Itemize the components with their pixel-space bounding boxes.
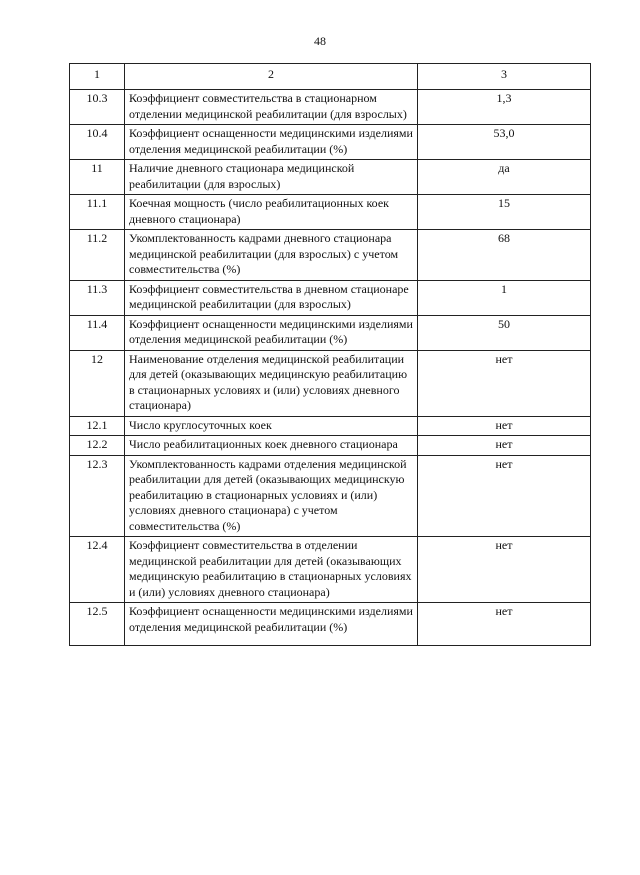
table-header-row: [70, 64, 591, 90]
table-row: [70, 603, 591, 646]
header-col-1: 1: [70, 64, 125, 90]
row-value: да: [418, 160, 591, 195]
table-row: [70, 455, 591, 537]
row-value: 68: [418, 230, 591, 281]
row-value: 1: [418, 280, 591, 315]
row-name: Число реабилитационных коек дневного стационара: [125, 436, 418, 456]
table-row: [70, 537, 591, 603]
row-number: 11.4: [70, 315, 125, 350]
row-value: нет: [418, 350, 591, 416]
table-row: [70, 195, 591, 230]
row-number: 12.1: [70, 416, 125, 436]
row-value: нет: [418, 603, 591, 646]
table-row: [70, 416, 591, 436]
row-name: Коэффициент совместительства в дневном стационаре медицинской реабилитации (для взрослых): [125, 280, 418, 315]
table-row: [70, 436, 591, 456]
row-name: Коэффициент оснащенности медицинскими изделиями отделения медицинской реабилитации (%): [125, 315, 418, 350]
row-number: 11: [70, 160, 125, 195]
row-value: 53,0: [418, 125, 591, 160]
table-row: [70, 90, 591, 125]
row-value: нет: [418, 455, 591, 537]
table-row: [70, 160, 591, 195]
row-number: 11.3: [70, 280, 125, 315]
table-row: [70, 125, 591, 160]
table-row: [70, 315, 591, 350]
header-col-2: 2: [125, 64, 418, 90]
row-value: 50: [418, 315, 591, 350]
row-name: Укомплектованность кадрами дневного стационара медицинской реабилитации (для взрослых) с учетом совместительства (%): [125, 230, 418, 281]
row-value: нет: [418, 436, 591, 456]
indicators-table: [69, 63, 591, 646]
row-number: 12.4: [70, 537, 125, 603]
row-name: Наличие дневного стационара медицинской реабилитации (для взрослых): [125, 160, 418, 195]
row-name: Число круглосуточных коек: [125, 416, 418, 436]
row-value: нет: [418, 416, 591, 436]
table-row: [70, 280, 591, 315]
row-number: 11.2: [70, 230, 125, 281]
row-name: Коечная мощность (число реабилитационных коек дневного стационара): [125, 195, 418, 230]
row-number: 12: [70, 350, 125, 416]
row-number: 10.4: [70, 125, 125, 160]
row-name: Укомплектованность кадрами отделения медицинской реабилитации для детей (оказывающих медицинскую реабилитацию в стационарных условиях и (или) условиях дневного стационара) с учетом совместительства (%): [125, 455, 418, 537]
row-number: 12.3: [70, 455, 125, 537]
row-name: Коэффициент оснащенности медицинскими изделиями отделения медицинской реабилитации (%): [125, 603, 418, 646]
table-row: [70, 230, 591, 281]
row-name: Коэффициент совместительства в стационарном отделении медицинской реабилитации (для взрослых): [125, 90, 418, 125]
row-number: 12.5: [70, 603, 125, 646]
row-number: 12.2: [70, 436, 125, 456]
row-value: 15: [418, 195, 591, 230]
row-name: Коэффициент оснащенности медицинскими изделиями отделения медицинской реабилитации (%): [125, 125, 418, 160]
page-number: 48: [314, 34, 326, 48]
row-value: 1,3: [418, 90, 591, 125]
row-name: Наименование отделения медицинской реабилитации для детей (оказывающих медицинскую реабилитацию в стационарных условиях и (или) условиях дневного стационара): [125, 350, 418, 416]
table-row: [70, 350, 591, 416]
row-name: Коэффициент совместительства в отделении медицинской реабилитации для детей (оказывающих медицинскую реабилитацию в стационарных условиях и (или) условиях дневного стационара): [125, 537, 418, 603]
row-number: 11.1: [70, 195, 125, 230]
row-value: нет: [418, 537, 591, 603]
header-col-3: 3: [418, 64, 591, 90]
row-number: 10.3: [70, 90, 125, 125]
